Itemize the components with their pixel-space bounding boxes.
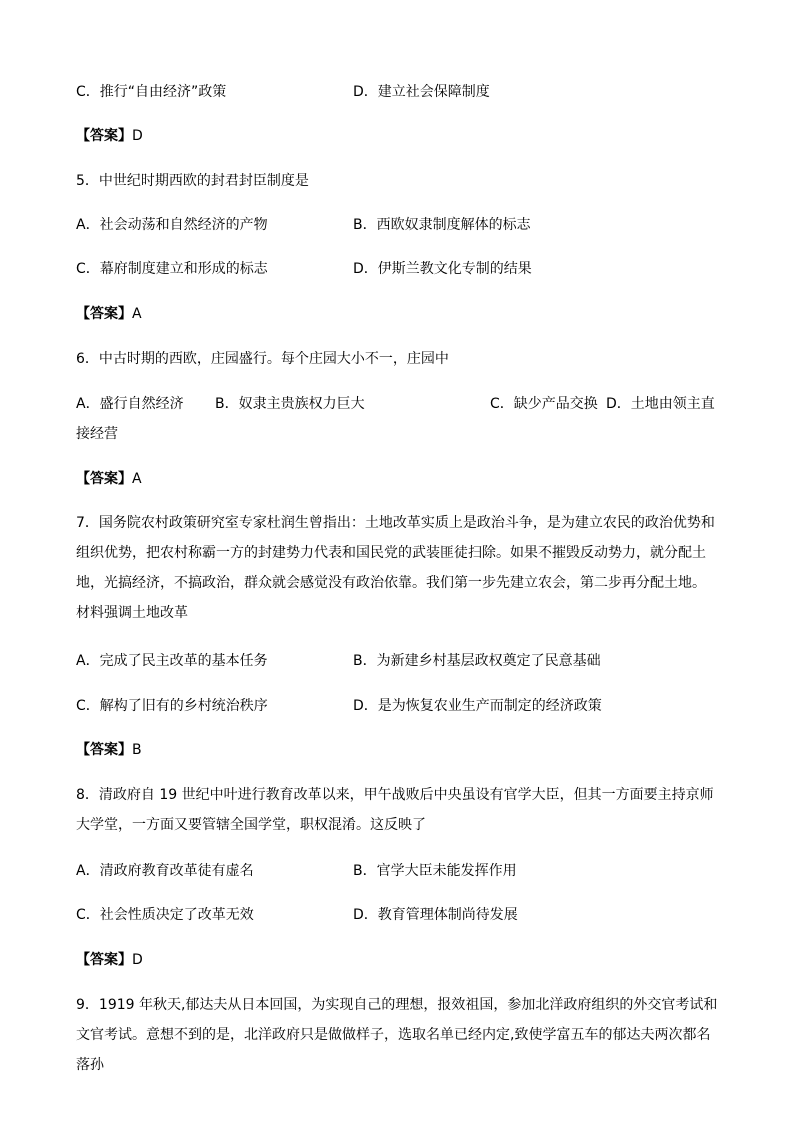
- q6-option-d-continued[interactable]: 接经营: [76, 426, 118, 442]
- q4-answer: [76, 127, 143, 145]
- q5-stem: 5．中世纪时期西欧的封君封臣制度是: [76, 173, 309, 189]
- q5-option-c[interactable]: C．幕府制度建立和形成的标志: [76, 261, 268, 277]
- answer-label: 【答案】: [76, 742, 132, 758]
- q8-option-c[interactable]: C．社会性质决定了改革无效: [76, 907, 254, 923]
- answer-label: 【答案】: [76, 128, 132, 144]
- q8-option-a[interactable]: A．清政府教育改革徒有虚名: [76, 863, 254, 879]
- q8-option-b[interactable]: B．官学大臣未能发挥作用: [353, 863, 517, 879]
- q6-option-c[interactable]: C．缺少产品交换: [490, 396, 598, 412]
- q7-stem: 7．国务院农村政策研究室专家杜润生曾指出：土地改革实质上是政治斗争，是为建立农民的政治优势和组织优势，把农村称霸一方的封建势力代表和国民党的武装匪徒扫除。如果不摧毁反动势力，就分配土地，光搞经济，不搞政治，群众就会感觉没有政治依靠。我们第一步先建立农会，第二步再分配土地。材料强调土地改革: [76, 515, 715, 621]
- q7-option-c[interactable]: C．解构了旧有的乡村统治秩序: [76, 698, 268, 714]
- answer-value: A: [132, 306, 142, 322]
- q5-answer: [76, 305, 142, 323]
- q8-stem: 8．清政府自 19 世纪中叶进行教育改革以来，甲午战败后中央虽设有官学大臣，但其一方面要主持京师大学堂，一方面又要管辖全国学堂，职权混淆。这反映了: [76, 787, 714, 833]
- q6-option-a[interactable]: A．盛行自然经济: [76, 396, 184, 412]
- q8-answer: [76, 951, 143, 969]
- q4-option-c[interactable]: C．推行“自由经济”政策: [76, 84, 227, 100]
- answer-label: 【答案】: [76, 952, 132, 968]
- answer-label: 【答案】: [76, 471, 132, 487]
- q7-answer: [76, 741, 142, 759]
- q8-option-d[interactable]: D．教育管理体制尚待发展: [353, 907, 518, 923]
- answer-value: B: [132, 742, 142, 758]
- q5-option-a[interactable]: A．社会动荡和自然经济的产物: [76, 217, 268, 233]
- q6-option-d[interactable]: D．土地由领主直: [606, 396, 715, 412]
- answer-value: A: [132, 471, 142, 487]
- q6-stem: 6．中古时期的西欧，庄园盛行。每个庄园大小不一，庄园中: [76, 351, 449, 367]
- q7-option-b[interactable]: B．为新建乡村基层政权奠定了民意基础: [353, 653, 601, 669]
- q6-option-b[interactable]: B．奴隶主贵族权力巨大: [215, 396, 365, 412]
- q6-answer: [76, 470, 142, 488]
- q7-option-a[interactable]: A．完成了民主改革的基本任务: [76, 653, 268, 669]
- q7-option-d[interactable]: D．是为恢复农业生产而制定的经济政策: [353, 698, 602, 714]
- q5-option-d[interactable]: D．伊斯兰教文化专制的结果: [353, 261, 532, 277]
- answer-value: D: [132, 952, 143, 968]
- q9-stem: 9．1919 年秋天,郁达夫从日本回国，为实现自己的理想，报效祖国，参加北洋政府组织的外交官考试和文官考试。意想不到的是，北洋政府只是做做样子，选取名单已经内定,致使学富五车的郁达夫两次都名落孙: [76, 997, 718, 1073]
- q4-option-d[interactable]: D．建立社会保障制度: [353, 84, 490, 100]
- q5-option-b[interactable]: B．西欧奴隶制度解体的标志: [353, 217, 531, 233]
- answer-label: 【答案】: [76, 306, 132, 322]
- answer-value: D: [132, 128, 143, 144]
